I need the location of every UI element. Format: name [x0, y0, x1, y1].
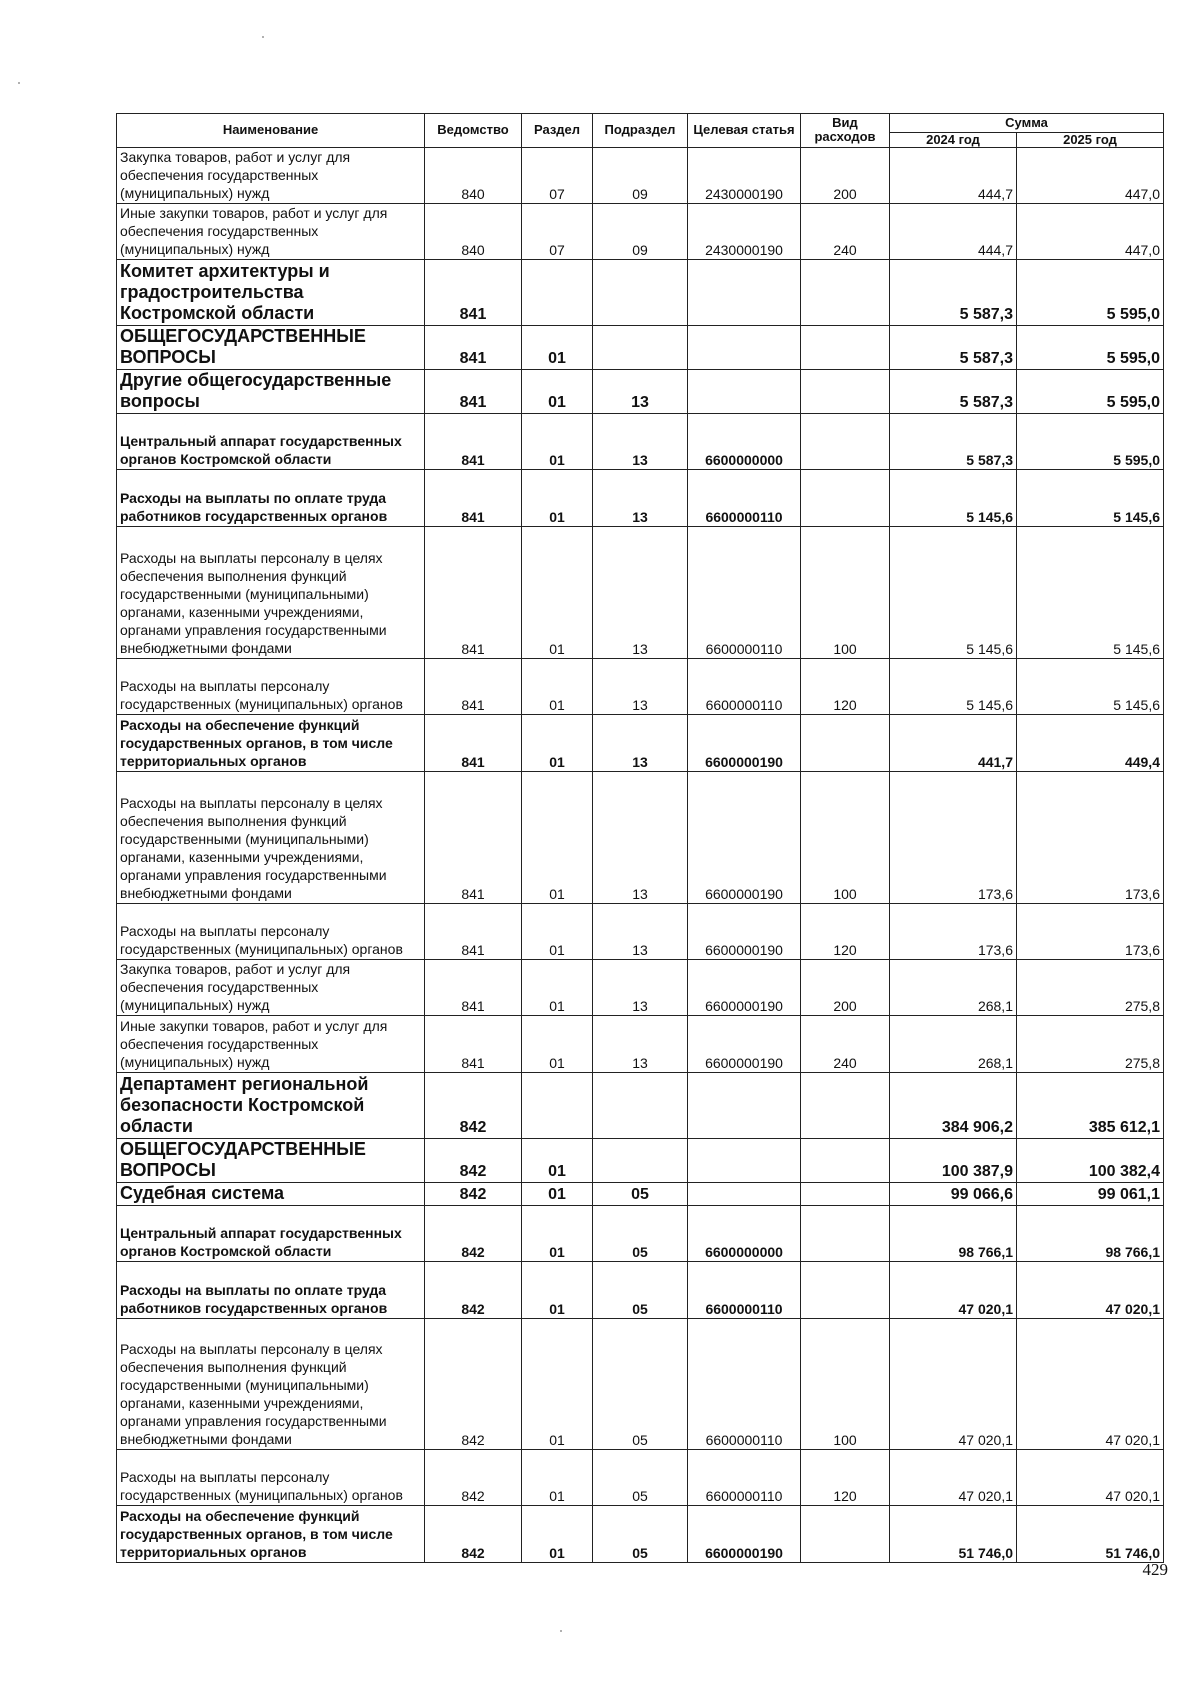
- cell-section: 01: [522, 370, 593, 414]
- cell-department: 842: [425, 1262, 522, 1319]
- cell-section: 01: [522, 772, 593, 904]
- cell-sum-2024: 268,1: [890, 1016, 1017, 1073]
- cell-target-article: 6600000000: [688, 414, 801, 470]
- cell-department: 841: [425, 904, 522, 960]
- cell-section: 01: [522, 1016, 593, 1073]
- cell-sum-2024: 5 145,6: [890, 470, 1017, 527]
- table-row: [117, 960, 1164, 1016]
- cell-target-article: 6600000190: [688, 904, 801, 960]
- cell-sum-2025: 100 382,4: [1017, 1139, 1164, 1183]
- cell-target-article: 6600000110: [688, 659, 801, 715]
- cell-name: ОБЩЕГОСУДАРСТВЕННЫЕ ВОПРОСЫ: [117, 326, 425, 370]
- cell-sum-2025: 173,6: [1017, 904, 1164, 960]
- cell-subsection: 13: [593, 470, 688, 527]
- table-row: [117, 470, 1164, 527]
- cell-subsection: 13: [593, 1016, 688, 1073]
- cell-sum-2024: 47 020,1: [890, 1319, 1017, 1450]
- table-row: [117, 715, 1164, 772]
- cell-expense-type: 100: [801, 1319, 890, 1450]
- cell-sum-2025: 173,6: [1017, 772, 1164, 904]
- cell-sum-2025: 51 746,0: [1017, 1506, 1164, 1563]
- cell-expense-type: 240: [801, 1016, 890, 1073]
- cell-sum-2025: 47 020,1: [1017, 1262, 1164, 1319]
- cell-name: Другие общегосударственные вопросы: [117, 370, 425, 414]
- cell-department: 840: [425, 204, 522, 260]
- cell-sum-2025: 47 020,1: [1017, 1319, 1164, 1450]
- cell-name: Закупка товаров, работ и услуг для обеспечения государственных (муниципальных) нужд: [117, 960, 425, 1016]
- cell-sum-2025: 275,8: [1017, 1016, 1164, 1073]
- cell-expense-type: 200: [801, 960, 890, 1016]
- cell-name: Центральный аппарат государственных органов Костромской области: [117, 414, 425, 470]
- cell-name: ОБЩЕГОСУДАРСТВЕННЫЕ ВОПРОСЫ: [117, 1139, 425, 1183]
- table-row: [117, 772, 1164, 904]
- cell-name: Расходы на выплаты по оплате труда работников государственных органов: [117, 470, 425, 527]
- cell-section: 01: [522, 1450, 593, 1506]
- cell-target-article: 6600000110: [688, 470, 801, 527]
- cell-expense-type: 240: [801, 204, 890, 260]
- cell-expense-type: [801, 260, 890, 326]
- cell-department: 841: [425, 370, 522, 414]
- cell-department: 842: [425, 1206, 522, 1262]
- cell-target-article: [688, 326, 801, 370]
- cell-sum-2025: 385 612,1: [1017, 1073, 1164, 1139]
- cell-department: 840: [425, 148, 522, 204]
- table-body: [117, 148, 1164, 1563]
- cell-section: 01: [522, 1206, 593, 1262]
- cell-target-article: [688, 1139, 801, 1183]
- cell-expense-type: [801, 326, 890, 370]
- cell-section: 01: [522, 1319, 593, 1450]
- table-row: [117, 1206, 1164, 1262]
- cell-sum-2025: 47 020,1: [1017, 1450, 1164, 1506]
- cell-sum-2025: 275,8: [1017, 960, 1164, 1016]
- cell-target-article: 6600000110: [688, 1450, 801, 1506]
- cell-department: 842: [425, 1506, 522, 1563]
- cell-target-article: 6600000110: [688, 1262, 801, 1319]
- header-year-2024: 2024 год: [890, 133, 1017, 148]
- table-row: [117, 414, 1164, 470]
- cell-expense-type: [801, 1506, 890, 1563]
- cell-department: 841: [425, 326, 522, 370]
- cell-expense-type: [801, 1073, 890, 1139]
- cell-expense-type: 100: [801, 772, 890, 904]
- cell-expense-type: [801, 1183, 890, 1206]
- cell-target-article: [688, 1183, 801, 1206]
- cell-section: 07: [522, 204, 593, 260]
- cell-sum-2025: 449,4: [1017, 715, 1164, 772]
- cell-expense-type: [801, 470, 890, 527]
- cell-section: 01: [522, 470, 593, 527]
- cell-subsection: 05: [593, 1206, 688, 1262]
- table-row: [117, 1450, 1164, 1506]
- cell-department: 841: [425, 1016, 522, 1073]
- cell-sum-2024: 5 587,3: [890, 370, 1017, 414]
- cell-sum-2025: 99 061,1: [1017, 1183, 1164, 1206]
- cell-sum-2024: 444,7: [890, 204, 1017, 260]
- cell-sum-2025: 5 145,6: [1017, 470, 1164, 527]
- cell-section: [522, 1073, 593, 1139]
- cell-name: Комитет архитектуры и градостроительства Костромской области: [117, 260, 425, 326]
- cell-subsection: [593, 326, 688, 370]
- cell-subsection: 05: [593, 1506, 688, 1563]
- budget-table: [116, 113, 1164, 1563]
- cell-section: 01: [522, 326, 593, 370]
- header-subsection: Подраздел: [593, 114, 688, 148]
- cell-subsection: 05: [593, 1450, 688, 1506]
- cell-department: 841: [425, 960, 522, 1016]
- table-row: [117, 527, 1164, 659]
- cell-section: 01: [522, 904, 593, 960]
- page-number: 429: [1142, 1560, 1168, 1579]
- cell-sum-2024: 5 587,3: [890, 260, 1017, 326]
- cell-target-article: 2430000190: [688, 148, 801, 204]
- cell-name: Иные закупки товаров, работ и услуг для обеспечения государственных (муниципальных) нужд: [117, 1016, 425, 1073]
- cell-subsection: 13: [593, 904, 688, 960]
- cell-target-article: 6600000190: [688, 1506, 801, 1563]
- cell-department: 842: [425, 1183, 522, 1206]
- cell-subsection: [593, 1139, 688, 1183]
- cell-target-article: 6600000110: [688, 527, 801, 659]
- cell-name: Расходы на выплаты персоналу в целях обеспечения выполнения функций государственными (муниципальными) органами, казенными учреждениями, органами управления государственными внебюджетными фондами: [117, 772, 425, 904]
- table-row: [117, 1073, 1164, 1139]
- cell-sum-2024: 444,7: [890, 148, 1017, 204]
- cell-name: Закупка товаров, работ и услуг для обеспечения государственных (муниципальных) нужд: [117, 148, 425, 204]
- cell-section: 01: [522, 1506, 593, 1563]
- cell-section: 01: [522, 960, 593, 1016]
- cell-department: 842: [425, 1450, 522, 1506]
- cell-sum-2025: 5 595,0: [1017, 326, 1164, 370]
- cell-sum-2025: 5 145,6: [1017, 659, 1164, 715]
- cell-name: Департамент региональной безопасности Костромской области: [117, 1073, 425, 1139]
- cell-subsection: 09: [593, 204, 688, 260]
- cell-sum-2025: 5 595,0: [1017, 370, 1164, 414]
- cell-section: 01: [522, 659, 593, 715]
- cell-department: 842: [425, 1073, 522, 1139]
- table-row: [117, 1139, 1164, 1183]
- cell-name: Расходы на обеспечение функций государственных органов, в том числе территориальных органов: [117, 1506, 425, 1563]
- cell-expense-type: 200: [801, 148, 890, 204]
- table-row: [117, 148, 1164, 204]
- cell-expense-type: [801, 370, 890, 414]
- table-row: [117, 370, 1164, 414]
- cell-expense-type: [801, 715, 890, 772]
- cell-target-article: 6600000110: [688, 1319, 801, 1450]
- cell-sum-2024: 384 906,2: [890, 1073, 1017, 1139]
- header-sum: Сумма: [890, 114, 1164, 133]
- cell-target-article: [688, 260, 801, 326]
- cell-expense-type: [801, 414, 890, 470]
- header-name: Наименование: [117, 114, 425, 148]
- cell-expense-type: [801, 1206, 890, 1262]
- cell-target-article: 6600000190: [688, 772, 801, 904]
- cell-sum-2025: 447,0: [1017, 204, 1164, 260]
- cell-name: Расходы на выплаты персоналу государственных (муниципальных) органов: [117, 659, 425, 715]
- cell-section: 01: [522, 1262, 593, 1319]
- cell-sum-2024: 47 020,1: [890, 1262, 1017, 1319]
- table-row: [117, 904, 1164, 960]
- cell-expense-type: [801, 1139, 890, 1183]
- cell-section: 01: [522, 715, 593, 772]
- cell-sum-2024: 47 020,1: [890, 1450, 1017, 1506]
- cell-target-article: 6600000190: [688, 1016, 801, 1073]
- cell-name: Иные закупки товаров, работ и услуг для обеспечения государственных (муниципальных) нужд: [117, 204, 425, 260]
- cell-name: Расходы на выплаты по оплате труда работников государственных органов: [117, 1262, 425, 1319]
- cell-sum-2024: 268,1: [890, 960, 1017, 1016]
- cell-sum-2025: 98 766,1: [1017, 1206, 1164, 1262]
- cell-subsection: 13: [593, 772, 688, 904]
- header-expense-type: Вид расходов: [801, 114, 890, 148]
- cell-target-article: [688, 1073, 801, 1139]
- cell-sum-2024: 173,6: [890, 904, 1017, 960]
- cell-department: 841: [425, 470, 522, 527]
- cell-name: Расходы на обеспечение функций государственных органов, в том числе территориальных органов: [117, 715, 425, 772]
- cell-name: Судебная система: [117, 1183, 425, 1206]
- cell-sum-2024: 51 746,0: [890, 1506, 1017, 1563]
- cell-subsection: 05: [593, 1183, 688, 1206]
- cell-sum-2024: 5 587,3: [890, 414, 1017, 470]
- cell-subsection: [593, 260, 688, 326]
- table-row: [117, 1319, 1164, 1450]
- cell-section: 01: [522, 414, 593, 470]
- cell-sum-2024: 98 766,1: [890, 1206, 1017, 1262]
- table-row: [117, 659, 1164, 715]
- table-row: [117, 1262, 1164, 1319]
- cell-sum-2025: 5 145,6: [1017, 527, 1164, 659]
- cell-sum-2024: 5 145,6: [890, 659, 1017, 715]
- cell-sum-2025: 5 595,0: [1017, 414, 1164, 470]
- cell-subsection: [593, 1073, 688, 1139]
- table-row: [117, 260, 1164, 326]
- cell-name: Расходы на выплаты персоналу государственных (муниципальных) органов: [117, 904, 425, 960]
- cell-name: Расходы на выплаты персоналу в целях обеспечения выполнения функций государственными (муниципальными) органами, казенными учреждениями, органами управления государственными внебюджетными фондами: [117, 527, 425, 659]
- cell-subsection: 05: [593, 1319, 688, 1450]
- cell-department: 841: [425, 715, 522, 772]
- cell-sum-2024: 99 066,6: [890, 1183, 1017, 1206]
- cell-subsection: 05: [593, 1262, 688, 1319]
- cell-expense-type: 120: [801, 904, 890, 960]
- cell-name: Центральный аппарат государственных органов Костромской области: [117, 1206, 425, 1262]
- cell-department: 841: [425, 414, 522, 470]
- cell-subsection: 13: [593, 960, 688, 1016]
- cell-department: 841: [425, 260, 522, 326]
- table-row: [117, 1183, 1164, 1206]
- cell-expense-type: 120: [801, 1450, 890, 1506]
- cell-target-article: 6600000000: [688, 1206, 801, 1262]
- cell-section: 01: [522, 1183, 593, 1206]
- header-department: Ведомство: [425, 114, 522, 148]
- cell-sum-2024: 100 387,9: [890, 1139, 1017, 1183]
- cell-expense-type: [801, 1262, 890, 1319]
- cell-section: 07: [522, 148, 593, 204]
- header-section: Раздел: [522, 114, 593, 148]
- cell-subsection: 09: [593, 148, 688, 204]
- scan-speck: [18, 82, 20, 84]
- scan-speck: [262, 36, 264, 38]
- cell-department: 842: [425, 1319, 522, 1450]
- scan-speck: [560, 1630, 562, 1632]
- cell-subsection: 13: [593, 715, 688, 772]
- cell-subsection: 13: [593, 527, 688, 659]
- table-row: [117, 204, 1164, 260]
- cell-subsection: 13: [593, 414, 688, 470]
- cell-target-article: [688, 370, 801, 414]
- cell-department: 841: [425, 772, 522, 904]
- cell-department: 841: [425, 659, 522, 715]
- cell-name: Расходы на выплаты персоналу государственных (муниципальных) органов: [117, 1450, 425, 1506]
- table-row: [117, 1016, 1164, 1073]
- cell-expense-type: 100: [801, 527, 890, 659]
- header-target-article: Целевая статья: [688, 114, 801, 148]
- cell-sum-2024: 441,7: [890, 715, 1017, 772]
- cell-sum-2024: 173,6: [890, 772, 1017, 904]
- cell-subsection: 13: [593, 659, 688, 715]
- cell-sum-2024: 5 587,3: [890, 326, 1017, 370]
- cell-department: 841: [425, 527, 522, 659]
- cell-target-article: 6600000190: [688, 715, 801, 772]
- cell-sum-2025: 447,0: [1017, 148, 1164, 204]
- table-row: [117, 326, 1164, 370]
- cell-target-article: 2430000190: [688, 204, 801, 260]
- cell-section: 01: [522, 527, 593, 659]
- cell-section: [522, 260, 593, 326]
- cell-section: 01: [522, 1139, 593, 1183]
- header-year-2025: 2025 год: [1017, 133, 1164, 148]
- cell-name: Расходы на выплаты персоналу в целях обеспечения выполнения функций государственными (муниципальными) органами, казенными учреждениями, органами управления государственными внебюджетными фондами: [117, 1319, 425, 1450]
- cell-subsection: 13: [593, 370, 688, 414]
- cell-department: 842: [425, 1139, 522, 1183]
- cell-expense-type: 120: [801, 659, 890, 715]
- cell-target-article: 6600000190: [688, 960, 801, 1016]
- cell-sum-2024: 5 145,6: [890, 527, 1017, 659]
- table-row: [117, 1506, 1164, 1563]
- cell-sum-2025: 5 595,0: [1017, 260, 1164, 326]
